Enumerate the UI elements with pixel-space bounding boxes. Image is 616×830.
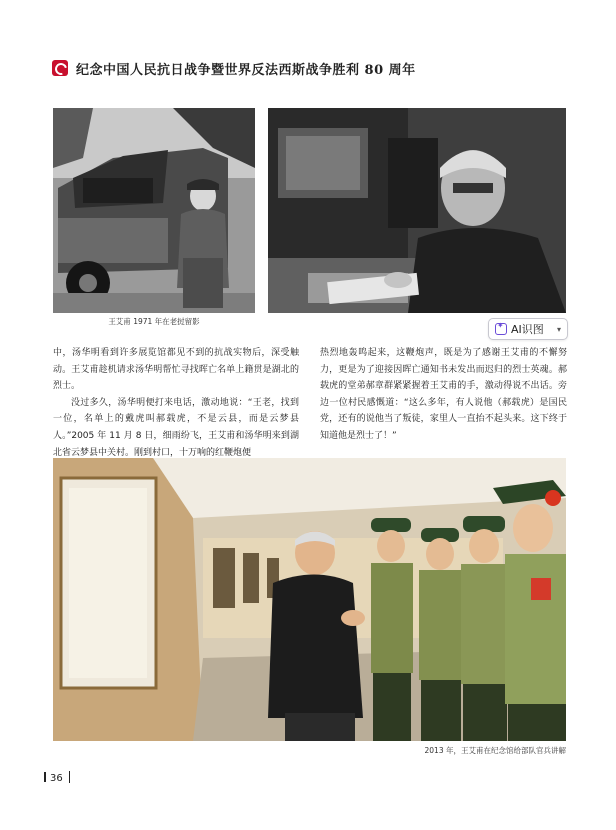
photo-elderly-man-desk[interactable]	[268, 108, 566, 313]
article-paragraph: 中，汤华明看到许多展览馆都见不到的抗战实物后，深受触动。王艾甫趁机请求汤华明帮忙寻找晖亡名单上籍贯是湖北的烈士。	[53, 348, 299, 392]
article-column-right	[320, 345, 567, 445]
ai-image-recognition-button[interactable]	[488, 318, 568, 340]
magazine-logo-icon	[52, 60, 68, 76]
ai-sparkle-icon	[495, 323, 507, 335]
article-column-left	[53, 345, 299, 461]
article-paragraph: 没过多久，汤华明便打来电话，激动地说：“王老，找到一位，名单上的戴虎叫郝载虎，不是云县，而是云梦县人。”2005 年 11 月 8 日，细雨纷飞，王艾甫和汤华明来到湖北省云梦县中关村。刚到村口，十万响的红鞭炮便	[53, 397, 299, 458]
ai-button-label: AI识图	[511, 323, 544, 336]
page-header	[52, 58, 572, 78]
page-number: 36	[44, 771, 70, 784]
photo3-caption: 2013 年，王艾甫在纪念馆给部队官兵讲解	[424, 746, 566, 755]
chevron-down-icon: ▾	[556, 324, 561, 334]
photo-museum-soldiers[interactable]	[53, 458, 566, 741]
photo-soldier-truck[interactable]	[53, 108, 255, 313]
header-title: 纪念中国人民抗日战争暨世界反法西斯战争胜利 80 周年	[76, 62, 416, 78]
article-paragraph: 热烈地轰鸣起来，这鞭炮声，既是为了感谢王艾甫的不懈努力，更是为了迎接因晖亡通知书未发出而迟归的烈士英魂。郝载虎的堂弟郝章群紧紧握着王艾甫的手，激动得说不出话。旁边一位村民感慨道：“这么多年，有人说他（郝载虎）是国民党，还有的说他当了叛徒，家里人一直抬不起头来。这下终于知道他是烈士了！”	[320, 348, 567, 441]
photo1-caption: 王艾甫 1971 年在老挝留影	[108, 317, 200, 326]
